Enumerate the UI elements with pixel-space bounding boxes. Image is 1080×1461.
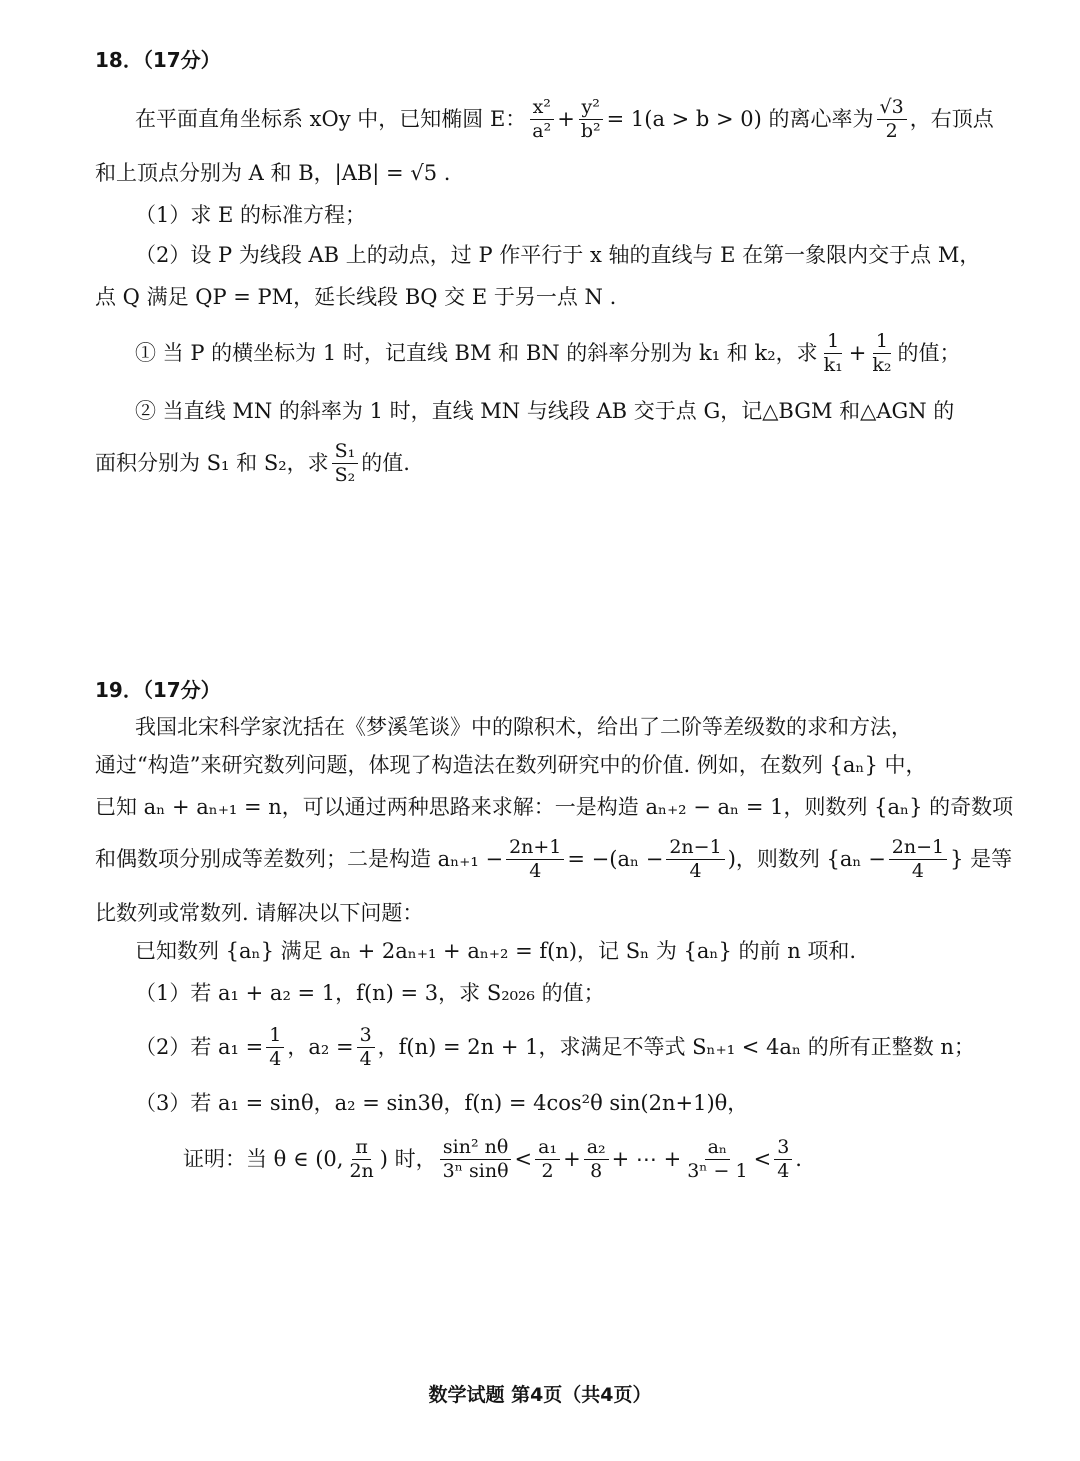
frac-den: 4	[529, 859, 542, 882]
q18-sub1-pre: ① 当 P 的横坐标为 1 时，记直线 BM 和 BN 的斜率分别为 k₁ 和 k₂，求	[135, 341, 818, 365]
frac-den: 2	[541, 1159, 554, 1182]
frac-den: S₂	[334, 463, 356, 486]
q19-p4-pre: 和偶数项分别成等差数列；二是构造 aₙ₊₁ −	[95, 847, 504, 871]
area-ratio-fraction	[332, 439, 359, 486]
frac-den: 3ⁿ sinθ	[442, 1159, 509, 1182]
q19-part1: （1）若 a₁ + a₂ = 1，f(n) = 3，求 S₂₀₂₆ 的值；	[135, 981, 605, 1005]
q18-line2: 和上顶点分别为 A 和 B，|AB| = √5 .	[95, 161, 451, 185]
frac-den: 4	[777, 1159, 790, 1182]
frac-num: √3	[877, 98, 907, 120]
frac-den: 4	[911, 859, 925, 882]
q19-part2-mid: ，a₂ =	[287, 1035, 354, 1059]
less-than-sign: <	[514, 1147, 533, 1171]
frac-num: sin² nθ	[440, 1138, 511, 1160]
frac-num: π	[352, 1138, 371, 1160]
q18-line1-pre: 在平面直角坐标系 xOy 中，已知椭圆 E：	[135, 107, 527, 131]
page-footer: 数学试题 第4页（共4页）	[428, 1384, 652, 1406]
q19-p4-mid2: )，则数列 {aₙ −	[727, 847, 886, 871]
q19-part2-pre: （2）若 a₁ =	[135, 1035, 264, 1059]
q18-sub1	[135, 322, 1040, 384]
ellipse-y-fraction	[578, 95, 604, 142]
frac-den: b²	[580, 119, 601, 142]
ellipsis-sum: + ⋯ +	[611, 1147, 682, 1171]
plus-sign: +	[848, 341, 867, 365]
pi-over-2n-fraction	[346, 1135, 376, 1182]
frac-num: a₁	[535, 1138, 560, 1160]
q19-p2: 通过“构造”来研究数列问题，体现了构造法在数列研究中的价值. 例如，在数列 {aₙ} 中，	[95, 753, 927, 777]
frac-num: a₂	[584, 1138, 609, 1160]
frac-den: 8	[590, 1159, 603, 1182]
frac-den: k₁	[823, 353, 843, 376]
q18-part1: （1）求 E 的标准方程；	[135, 203, 367, 227]
q18-sub1-post: 的值；	[897, 341, 961, 365]
frac-num: 1	[873, 332, 891, 354]
an-fraction	[684, 1135, 750, 1182]
q19-p3: 已知 aₙ + aₙ₊₁ = n，可以通过两种思路来求解：一是构造 aₙ₊₂ − aₙ = 1，则数列 {aₙ} 的奇数项	[95, 795, 1014, 819]
a2-fraction	[357, 1023, 375, 1070]
construct-fraction-1	[506, 835, 564, 882]
frac-num: 1	[824, 332, 842, 354]
frac-num: y²	[579, 98, 603, 120]
frac-num: 2n−1	[889, 838, 947, 860]
q19-p1: 我国北宋科学家沈括在《梦溪笔谈》中的隙积术，给出了二阶等差级数的求和方法，	[135, 715, 912, 739]
q19-p4-post: } 是等	[950, 847, 1013, 871]
ellipse-x-fraction	[529, 95, 554, 142]
q19-part3: （3）若 a₁ = sinθ，a₂ = sin3θ，f(n) = 4cos²θ sin(2n+1)θ，	[135, 1091, 749, 1115]
q19-p6: 已知数列 {aₙ} 满足 aₙ + 2aₙ₊₁ + aₙ₊₂ = f(n)，记 Sₙ 为 {aₙ} 的前 n 项和.	[135, 939, 857, 963]
construct-fraction-2	[666, 835, 724, 882]
frac-den: 4	[689, 859, 702, 882]
a1-fraction	[266, 1023, 284, 1070]
q19-p5: 比数列或常数列. 请解决以下问题：	[95, 901, 424, 925]
less-than-sign: <	[753, 1147, 772, 1171]
q18-header: 18．（17分）	[95, 48, 221, 72]
inv-k2-fraction	[869, 329, 894, 376]
frac-den: a²	[532, 119, 552, 142]
q18-sub2-pre: 面积分别为 S₁ 和 S₂，求	[95, 451, 329, 475]
frac-num: S₁	[332, 442, 359, 464]
frac-num: 1	[266, 1026, 284, 1048]
q19-part2	[135, 1016, 1040, 1078]
sin-ratio-fraction	[440, 1135, 512, 1182]
q18-sub2-post: 的值.	[361, 451, 410, 475]
a1-over-2-fraction	[535, 1135, 560, 1182]
q18-sub2-a: ② 当直线 MN 的斜率为 1 时，直线 MN 与线段 AB 交于点 G，记△BGM 和△AGN 的	[135, 399, 955, 423]
q18-part2-b: 点 Q 满足 QP = PM，延长线段 BQ 交 E 于另一点 N .	[95, 285, 617, 309]
q18-part2-a: （2）设 P 为线段 AB 上的动点，过 P 作平行于 x 轴的直线与 E 在第一象限内交于点 M，	[135, 243, 981, 267]
q18-sub2-b	[95, 432, 1040, 494]
frac-den: 2n	[349, 1159, 374, 1182]
q19-p4	[95, 828, 1040, 890]
construct-fraction-3	[889, 835, 947, 882]
frac-num: 2n−1	[666, 838, 724, 860]
q19-header: 19．（17分）	[95, 678, 221, 702]
q18-line1-mid: = 1(a > b > 0) 的离心率为	[606, 107, 874, 131]
q19-proof-mid: ) 时，	[379, 1147, 437, 1171]
frac-num: x²	[530, 98, 554, 120]
frac-num: 3	[357, 1026, 375, 1048]
plus-sign: +	[557, 107, 575, 131]
frac-num: 3	[774, 1138, 792, 1160]
period: .	[795, 1147, 802, 1171]
inv-k1-fraction	[821, 329, 846, 376]
plus-sign: +	[563, 1147, 581, 1171]
frac-num: 2n+1	[506, 838, 564, 860]
frac-den: 3ⁿ − 1	[687, 1159, 748, 1182]
q19-proof	[183, 1128, 1040, 1190]
q19-p4-mid: = −(aₙ −	[567, 847, 664, 871]
q18-line1-post: ，右顶点	[909, 107, 994, 131]
frac-den: 2	[885, 119, 898, 142]
q19-part2-post: ，f(n) = 2n + 1，求满足不等式 Sₙ₊₁ < 4aₙ 的所有正整数 n；	[377, 1035, 975, 1059]
eccentricity-fraction	[877, 95, 907, 142]
q18-line1	[135, 88, 1040, 150]
frac-den: 4	[269, 1047, 282, 1070]
q19-proof-pre: 证明：当 θ ∈ (0,	[183, 1147, 344, 1171]
three-quarters-fraction	[774, 1135, 792, 1182]
a2-over-8-fraction	[584, 1135, 609, 1182]
frac-den: 4	[359, 1047, 372, 1070]
frac-den: k₂	[872, 353, 892, 376]
frac-num: aₙ	[705, 1138, 731, 1160]
